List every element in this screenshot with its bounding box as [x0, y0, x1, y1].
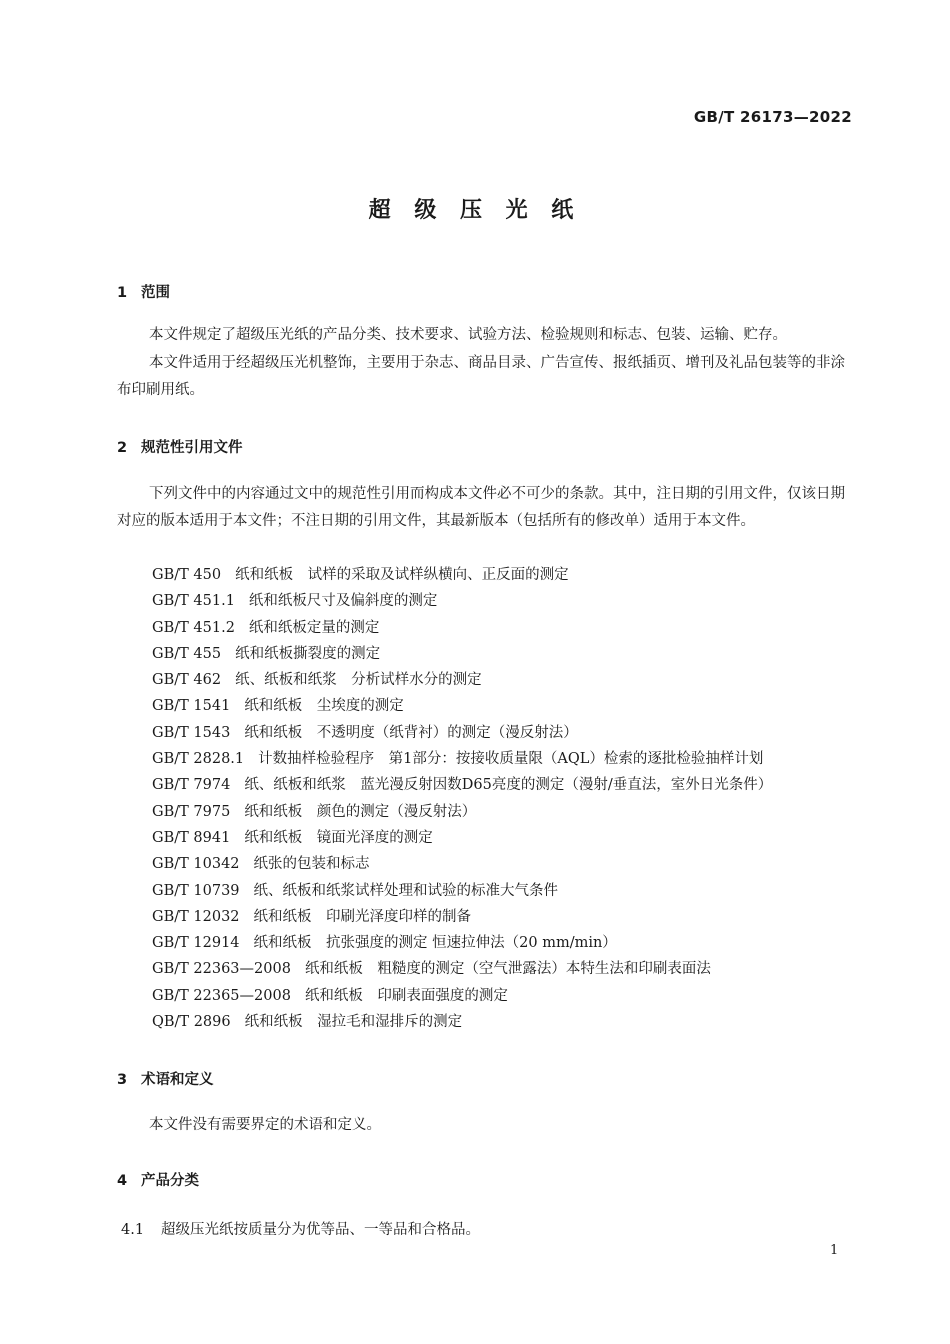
- reference-code: QB/T 2896: [152, 1014, 231, 1031]
- clause-4-1: [121, 1218, 480, 1239]
- section-2-heading: [117, 436, 243, 457]
- reference-item: [152, 956, 772, 982]
- scope-paragraph-1: 本文件规定了超级压光纸的产品分类、技术要求、试验方法、检验规则和标志、包装、运输、贮存。: [149, 327, 787, 343]
- reference-code: GB/T 451.1: [152, 593, 235, 610]
- reference-item: [152, 825, 772, 851]
- reference-code: GB/T 12914: [152, 935, 240, 952]
- reference-code: GB/T 8941: [152, 829, 231, 846]
- reference-title: 纸和纸板定量的测定: [248, 619, 380, 636]
- reference-code: GB/T 7975: [152, 803, 231, 820]
- reference-item: [152, 562, 772, 588]
- reference-item: [152, 641, 772, 667]
- section-title: 产品分类: [141, 1173, 199, 1189]
- section-number: 4: [117, 1173, 128, 1189]
- reference-code: GB/T 455: [152, 645, 222, 662]
- reference-item: [152, 667, 772, 693]
- reference-item: [152, 904, 772, 930]
- reference-item: [152, 878, 772, 904]
- reference-title: 纸和纸板尺寸及偏斜度的测定: [248, 593, 438, 610]
- reference-code: GB/T 22365—2008: [152, 987, 291, 1004]
- reference-title: 纸和纸板 粗糙度的测定（空气泄露法）本特生法和印刷表面法: [304, 961, 711, 978]
- normative-refs-intro: 下列文件中的内容通过文中的规范性引用而构成本文件必不可少的条款。其中，注日期的引用文件，仅该日期对应的版本适用于本文件；不注日期的引用文件，其最新版本（包括所有的修改单）适用于本文件。: [117, 486, 845, 529]
- reference-title: 计数抽样检验程序 第1部分：按接收质量限（AQL）检索的逐批检验抽样计划: [258, 751, 764, 768]
- clause-number: 4.1: [121, 1222, 145, 1238]
- section-4-heading: [117, 1169, 199, 1190]
- reference-title: 纸和纸板 印刷表面强度的测定: [304, 987, 508, 1004]
- section-1-heading: [117, 281, 170, 302]
- reference-code: GB/T 2828.1: [152, 751, 245, 768]
- reference-item: [152, 799, 772, 825]
- section-number: 1: [117, 285, 128, 301]
- section-title: 规范性引用文件: [141, 440, 243, 456]
- reference-item: [152, 588, 772, 614]
- reference-code: GB/T 10739: [152, 882, 240, 899]
- reference-title: 纸、纸板和纸浆 分析试样水分的测定: [235, 672, 482, 689]
- section-title: 术语和定义: [141, 1072, 214, 1088]
- reference-code: GB/T 462: [152, 672, 222, 689]
- reference-item: [152, 930, 772, 956]
- reference-title: 纸和纸板 不透明度（纸背衬）的测定（漫反射法）: [244, 724, 578, 741]
- reference-item: [152, 1009, 772, 1035]
- section-3-heading: [117, 1068, 214, 1089]
- reference-item: [152, 720, 772, 746]
- reference-title: 纸、纸板和纸浆 蓝光漫反射因数D65亮度的测定（漫射/垂直法，室外日光条件）: [244, 777, 773, 794]
- reference-item: [152, 772, 772, 798]
- reference-title: 纸和纸板 湿拉毛和湿排斥的测定: [244, 1014, 463, 1031]
- reference-code: GB/T 450: [152, 567, 222, 583]
- reference-title: 纸和纸板 尘埃度的测定: [244, 698, 404, 715]
- reference-code: GB/T 1541: [152, 698, 231, 715]
- reference-code: GB/T 7974: [152, 777, 231, 794]
- reference-code: GB/T 12032: [152, 908, 240, 925]
- reference-title: 纸张的包装和标志: [253, 856, 370, 873]
- reference-title: 纸和纸板 颜色的测定（漫反射法）: [244, 803, 477, 820]
- scope-paragraph-2: 本文件适用于经超级压光机整饰，主要用于杂志、商品目录、广告宣传、报纸插页、增刊及礼品包装等的非涂布印刷用纸。: [117, 355, 845, 398]
- section-title: 范围: [141, 285, 170, 301]
- reference-item: [152, 851, 772, 877]
- reference-item: [152, 746, 772, 772]
- normative-reference-list: [152, 562, 772, 1035]
- reference-code: GB/T 22363—2008: [152, 961, 291, 978]
- reference-item: [152, 983, 772, 1009]
- reference-title: 纸和纸板 印刷光泽度印样的制备: [253, 908, 472, 925]
- reference-code: GB/T 451.2: [152, 619, 235, 636]
- reference-title: 纸和纸板 镜面光泽度的测定: [244, 829, 433, 846]
- document-title: 超 级 压 光 纸: [368, 198, 582, 223]
- reference-title: 纸和纸板 试样的采取及试样纵横向、正反面的测定: [235, 567, 569, 583]
- reference-title: 纸和纸板撕裂度的测定: [235, 645, 381, 662]
- standard-code: GB/T 26173—2022: [693, 108, 852, 126]
- section-number: 3: [117, 1072, 128, 1088]
- reference-title: 纸和纸板 抗张强度的测定 恒速拉伸法（20 mm/min）: [253, 935, 617, 952]
- page-number: 1: [830, 1243, 839, 1258]
- reference-code: GB/T 1543: [152, 724, 231, 741]
- reference-item: [152, 693, 772, 719]
- reference-code: GB/T 10342: [152, 856, 240, 873]
- reference-title: 纸、纸板和纸浆试样处理和试验的标准大气条件: [253, 882, 559, 899]
- terms-paragraph: 本文件没有需要界定的术语和定义。: [149, 1117, 381, 1133]
- section-number: 2: [117, 440, 128, 456]
- reference-item: [152, 615, 772, 641]
- clause-text: 超级压光纸按质量分为优等品、一等品和合格品。: [161, 1222, 480, 1238]
